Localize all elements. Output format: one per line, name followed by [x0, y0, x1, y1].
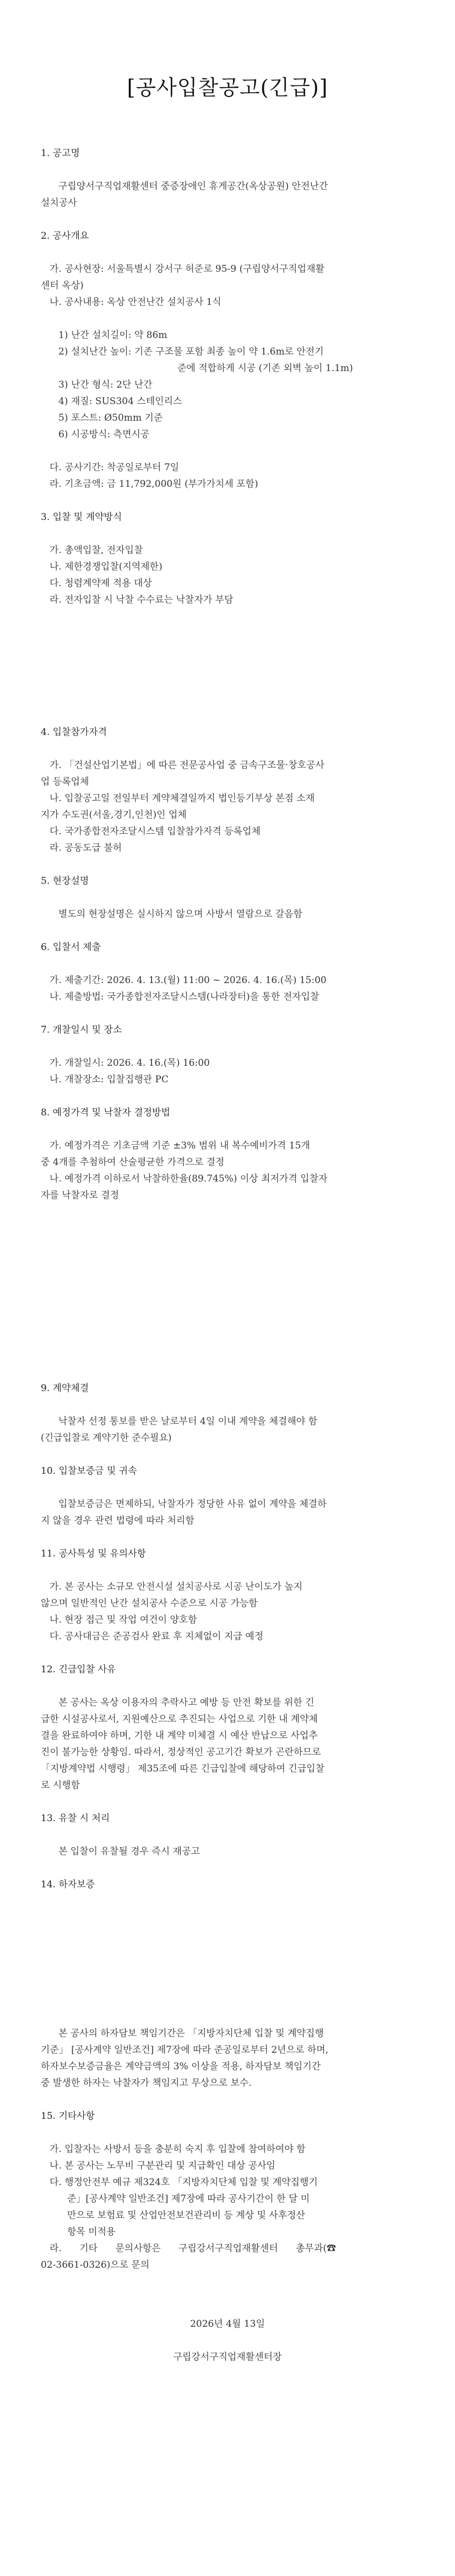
section-4-text: 가. 「건설산업기본법」에 따른 전문공사업 중 금속구조물·창호공사	[50, 760, 324, 771]
section-2-text: 다. 공사기간: 착공일로부터 7일	[50, 462, 180, 473]
section-9-heading: 9. 계약체결	[41, 1383, 89, 1394]
section-10-text: 입찰보증금은 면제하되, 낙찰자가 정당한 사유 없이 계약을 체결하	[58, 1499, 327, 1510]
section-15-text: 항목 미적용	[67, 2226, 116, 2237]
section-8-heading: 8. 예정가격 및 낙찰자 결정방법	[41, 1107, 170, 1118]
section-1-text: 설치공사	[41, 197, 77, 208]
document-title: [공사입찰공고(긴급)]	[127, 76, 328, 100]
section-14-text: 중 발생한 하자는 낙찰자가 책임지고 무상으로 보수.	[41, 2078, 252, 2089]
section-13-heading: 13. 유찰 시 처리	[41, 1813, 110, 1824]
section-14-text: 본 공사의 하자담보 책임기간은 「지방자치단체 입찰 및 계약집행	[58, 2028, 324, 2039]
section-3-text: 나. 제한경쟁입찰(지역제한)	[50, 561, 162, 572]
section-9-text: 낙찰자 선정 통보를 받은 날로부터 4일 이내 계약을 체결해야 함	[58, 1416, 317, 1427]
section-4-text: 라. 공동도급 불허	[50, 842, 122, 854]
section-8-text: 중 4개를 추첨하여 산술평균한 가격으로 결정	[41, 1157, 225, 1168]
section-6-heading: 6. 입찰서 제출	[41, 942, 101, 953]
section-3-text: 다. 청렴계약제 적용 대상	[50, 578, 152, 589]
section-2-text: 라. 기초금액: 금 11,792,000원 (부가가치세 포함)	[50, 479, 258, 490]
section-4-text: 다. 국가종합전자조달시스템 입찰참가자격 등록업체	[50, 826, 261, 837]
section-4-text: 나. 입찰공고일 전일부터 계약체결일까지 법인등기부상 본점 소재	[50, 793, 315, 804]
section-4-text: 업 등록업체	[41, 776, 89, 787]
section-10-heading: 10. 입찰보증금 및 귀속	[41, 1466, 137, 1477]
section-14-heading: 14. 하자보증	[41, 1879, 95, 1890]
section-2-text: 나. 공사내용: 옥상 안전난간 설치공사 1식	[50, 297, 221, 308]
section-8-text: 자를 낙찰자로 결정	[41, 1190, 120, 1201]
section-3-text: 가. 총액입찰, 전자입찰	[50, 545, 143, 556]
section-11-text: 나. 현장 접근 및 작업 여건이 양호함	[50, 1614, 197, 1625]
section-2-heading: 2. 공사개요	[41, 230, 89, 242]
section-7-text: 가. 개찰일시: 2026. 4. 16.(목) 16:00	[50, 1058, 210, 1069]
section-11-text: 다. 공사대금은 준공검사 완료 후 지체없이 지급 예정	[50, 1631, 264, 1642]
section-2-text: 센터 옥상)	[41, 280, 84, 291]
section-15-text: 나. 본 공사는 노무비 구분관리 및 지급확인 대상 공사임	[50, 2160, 275, 2171]
section-12-text: 결을 완료하여야 하며, 기한 내 계약 미체결 시 예산 반납으로 사업추	[41, 1730, 318, 1741]
section-8-text: 가. 예정가격은 기초금액 기준 ±3% 범위 내 복수예비가격 15개	[50, 1140, 310, 1151]
section-11-text: 않으며 일반적인 난간 설치공사 수준으로 시공 가능함	[41, 1598, 258, 1609]
section-2-detail: 2) 설치난간 높이: 기존 구조물 포함 최종 높이 약 1.6m로 안전기	[58, 346, 324, 357]
section-11-heading: 11. 공사특성 및 유의사항	[41, 1548, 147, 1559]
announcement-date: 2026년 4월 13일	[190, 2319, 265, 2330]
section-4-text: 지가 수도권(서울,경기,인천)인 업체	[41, 809, 187, 820]
section-6-text: 나. 제출방법: 국가종합전자조달시스템(나라장터)을 통한 전자입찰	[50, 991, 319, 1002]
section-1-text: 구립양서구직업재활센터 중증장애인 휴게공간(옥상공원) 안전난간	[58, 181, 328, 192]
section-5-text: 별도의 현장설명은 실시하지 않으며 사방서 열람으로 갈음함	[58, 909, 302, 920]
section-2-detail: 5) 포스트: Ø50mm 기준	[58, 412, 163, 423]
section-10-text: 지 않을 경우 관련 법령에 따라 처리함	[41, 1515, 194, 1526]
section-15-text: 02-3661-0326)으로 문의	[41, 2260, 150, 2271]
section-13-text: 본 입찰이 유찰될 경우 즉시 재공고	[58, 1846, 200, 1857]
section-6-text: 가. 제출기간: 2026. 4. 13.(월) 11:00 ~ 2026. 4. 16.(목) 15:00	[50, 975, 327, 986]
section-12-text: 진이 불가능한 상황임. 따라서, 정상적인 공고기간 확보가 곤란하므로	[41, 1747, 321, 1758]
section-12-text: 로 시행함	[41, 1780, 80, 1791]
section-2-text: 가. 공사현장: 서울특별시 강서구 허준로 95-9 (구립양서구직업재활	[50, 264, 324, 275]
section-11-text: 가. 본 공사는 소규모 안전시설 설치공사로 시공 난이도가 높지	[50, 1581, 303, 1592]
section-7-text: 나. 개찰장소: 입찰집행관 PC	[50, 1074, 169, 1085]
section-15-text: 만으로 보험료 및 산업안전보건관리비 등 계상 및 사후정산	[67, 2210, 305, 2221]
section-15-heading: 15. 기타사항	[41, 2111, 95, 2122]
section-12-heading: 12. 긴급입찰 사유	[41, 1664, 116, 1675]
section-15-text: 다. 행정안전부 예규 제324호 「지방자치단체 입찰 및 계약집행기	[50, 2177, 318, 2188]
section-3-heading: 3. 입찰 및 계약방식	[41, 512, 122, 523]
section-5-heading: 5. 현장설명	[41, 876, 89, 887]
section-2-detail: 3) 난간 형식: 2단 난간	[58, 379, 153, 390]
section-12-text: 「지방계약법 시행령」 제35조에 따른 긴급입찰에 해당하여 긴급입찰	[41, 1763, 325, 1774]
section-2-detail: 준에 적합하게 시공 (기존 외벽 높이 1.1m)	[177, 363, 353, 374]
section-12-text: 급한 시설공사로서, 지원예산으로 추진되는 사업으로 기한 내 계약체	[41, 1714, 318, 1725]
section-2-detail: 4) 재질: SUS304 스테인리스	[58, 396, 182, 407]
section-15-text: 라. 기타 문의사항은 구립강서구직업재활센터 총무과(☎	[50, 2243, 337, 2254]
section-15-text: 준」[공사계약 일반조건] 제7장에 따라 공사기간이 한 달 미	[67, 2193, 310, 2204]
section-9-text: (긴급입찰로 계약기한 준수필요)	[41, 1432, 172, 1443]
issuer-name: 구립강서구직업재활센터장	[173, 2352, 282, 2363]
section-15-text: 가. 입찰자는 사방서 등을 충분히 숙지 후 입찰에 참여하여야 함	[50, 2144, 306, 2155]
section-4-heading: 4. 입찰참가자격	[41, 727, 107, 738]
section-2-detail: 1) 난간 설치길이: 약 86m	[58, 330, 167, 341]
section-14-text: 기준」 [공사계약 일반조건] 제7장에 따라 준공일로부터 2년으로 하며,	[41, 2044, 329, 2056]
section-12-text: 본 공사는 옥상 이용자의 추락사고 예방 등 안전 확보를 위한 긴	[58, 1697, 315, 1708]
section-1-heading: 1. 공고명	[41, 148, 80, 159]
section-2-detail: 6) 시공방식: 측면시공	[58, 429, 150, 440]
section-7-heading: 7. 개찰일시 및 장소	[41, 1024, 122, 1035]
section-3-text: 라. 전자입찰 시 낙찰 수수료는 낙찰자가 부담	[50, 594, 234, 605]
section-8-text: 나. 예정가격 이하로서 낙찰하한율(89.745%) 이상 최저가격 입찰자	[50, 1173, 328, 1184]
section-14-text: 하자보수보증금율은 계약금액의 3% 이상을 적용, 하자담보 책임기간	[41, 2061, 321, 2072]
